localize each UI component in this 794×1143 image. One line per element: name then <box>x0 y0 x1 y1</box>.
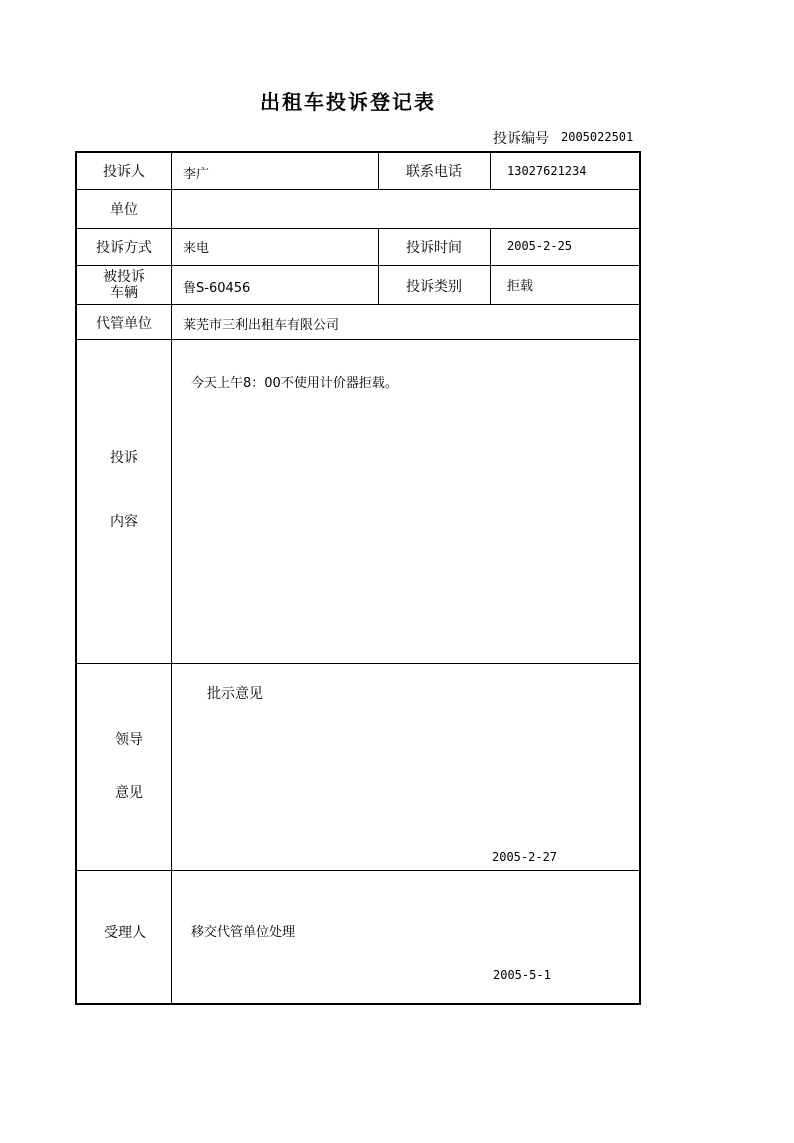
phone-label: 联系电话 <box>406 164 462 180</box>
complaint-content-text: 今天上午8：00不使用计价器拒载。 <box>191 376 398 391</box>
row-divider <box>77 870 641 871</box>
content-label-line-2: 内容 <box>110 514 138 530</box>
leader-opinion-text: 批示意见 <box>207 686 263 702</box>
complaint-number-value: 2005022501 <box>561 130 634 144</box>
handler-label: 受理人 <box>104 925 146 941</box>
complainant-value: 李广 <box>183 167 210 182</box>
agency-value: 莱芜市三利出租车有限公司 <box>183 318 340 333</box>
handler-date: 2005-5-1 <box>493 968 551 982</box>
vehicle-label-line-1: 被投诉 <box>103 269 145 285</box>
row-divider <box>77 304 641 305</box>
row-divider <box>77 339 641 340</box>
row-divider <box>77 663 641 664</box>
form-title: 出租车投诉登记表 <box>260 90 436 114</box>
handler-text: 移交代管单位处理 <box>191 925 296 940</box>
unit-label: 单位 <box>110 202 138 218</box>
complaint-number-label: 投诉编号 <box>493 131 549 147</box>
agency-label: 代管单位 <box>96 316 152 332</box>
row-divider <box>77 228 641 229</box>
leader-label-line-2: 意见 <box>115 785 143 801</box>
leader-opinion-date: 2005-2-27 <box>492 850 558 864</box>
column-divider <box>171 153 172 1005</box>
time-label: 投诉时间 <box>406 240 462 256</box>
row-divider <box>77 265 641 266</box>
method-label: 投诉方式 <box>96 240 152 256</box>
type-label: 投诉类别 <box>406 279 462 295</box>
column-divider <box>490 228 491 304</box>
method-value: 来电 <box>183 241 210 256</box>
leader-label-line-1: 领导 <box>115 732 143 748</box>
column-divider <box>490 153 491 189</box>
complaint-form-table <box>75 151 641 1005</box>
complainant-label: 投诉人 <box>103 164 145 180</box>
vehicle-label-line-2: 车辆 <box>110 285 138 301</box>
row-divider <box>77 189 641 190</box>
vehicle-label <box>77 269 171 301</box>
content-label-line-1: 投诉 <box>110 450 138 466</box>
vehicle-plate-value: 鲁S-60456 <box>183 281 251 296</box>
time-value: 2005-2-25 <box>507 239 573 253</box>
phone-value: 13027621234 <box>507 164 587 178</box>
type-value: 拒载 <box>507 279 534 294</box>
